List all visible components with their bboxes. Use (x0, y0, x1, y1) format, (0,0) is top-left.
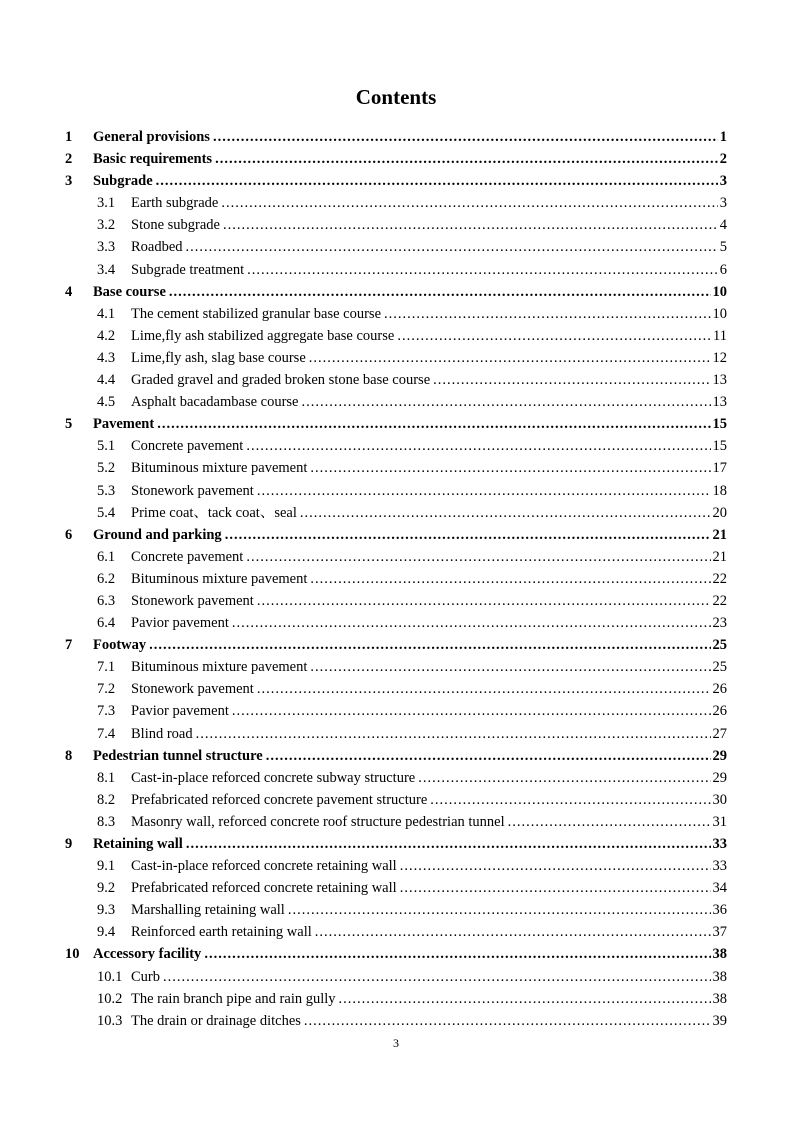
toc-entry (65, 789, 727, 811)
toc-entry (65, 546, 727, 568)
toc-entry-number: 6.2 (97, 570, 116, 587)
toc-entry (65, 391, 727, 413)
toc-entry (65, 524, 727, 546)
dotted-leader (156, 170, 718, 192)
toc-entry (65, 678, 727, 700)
toc-entry-number: 5.3 (97, 482, 116, 499)
toc-entry (65, 480, 727, 502)
dotted-leader (186, 833, 711, 855)
toc-entry-number: 6.1 (97, 548, 116, 565)
toc-entry-number: 5.2 (97, 460, 116, 477)
toc-entry-label: The cement stabilized granular base course (131, 305, 382, 322)
toc-entry-page: 12 (712, 349, 727, 366)
dotted-leader (339, 988, 711, 1010)
toc-entry-number: 8.1 (97, 769, 116, 786)
toc-entry (65, 325, 727, 347)
toc-entry-label: Graded gravel and graded broken stone base course (131, 372, 431, 389)
toc-entry-page: 13 (712, 394, 727, 411)
toc-entry-page: 38 (712, 968, 727, 985)
toc-entry (65, 855, 727, 877)
toc-entry-page: 10 (712, 283, 727, 300)
toc-entry-page: 21 (712, 526, 727, 543)
toc-entry-page: 38 (712, 946, 727, 963)
toc-entry-label: Stonework pavement (131, 482, 254, 499)
toc-entry (65, 723, 727, 745)
toc-entry-label: Prime coat、tack coat、seal (131, 504, 297, 521)
toc-entry-number: 3.3 (97, 239, 116, 256)
toc-entry-page: 2 (719, 151, 727, 168)
toc-entry-page: 37 (712, 924, 727, 941)
toc-entry-page: 25 (712, 659, 727, 676)
toc-entry-label: General provisions (93, 129, 210, 145)
toc-entry-page: 5 (719, 239, 727, 256)
toc-entry (65, 1010, 727, 1032)
toc-entry-page: 3 (719, 195, 727, 212)
toc-entry (65, 877, 727, 899)
toc-entry-label: Asphalt bacadambase course (131, 394, 299, 411)
toc-entry (65, 259, 727, 281)
toc-entry-page: 33 (712, 836, 727, 852)
toc-entry-number: 7.2 (97, 681, 116, 698)
toc-entry-number: 2 (65, 151, 73, 168)
dotted-leader (310, 656, 710, 678)
dotted-leader (215, 148, 718, 170)
toc-entry-label: Lime,fly ash stabilized aggregate base course (131, 327, 395, 344)
dotted-leader (304, 1010, 711, 1032)
toc-entry (65, 457, 727, 479)
toc-entry-number: 8.3 (97, 813, 116, 830)
toc-entry (65, 170, 727, 192)
toc-entry-page: 13 (712, 372, 727, 389)
toc-entry-label: Roadbed (131, 239, 183, 256)
dotted-leader (257, 480, 711, 502)
toc-entry (65, 369, 727, 391)
toc-entry (65, 966, 727, 988)
toc-entry-label: The rain branch pipe and rain gully (131, 990, 336, 1007)
toc-entry-number: 3.1 (97, 195, 116, 212)
toc-entry-label: Bituminous mixture pavement (131, 570, 308, 587)
toc-entry (65, 192, 727, 214)
dotted-leader (257, 590, 711, 612)
toc-entry-label: Accessory facility (93, 946, 202, 963)
toc-entry-page: 21 (712, 548, 727, 565)
toc-entry-label: Concrete pavement (131, 548, 244, 565)
toc-entry-label: Footway (93, 637, 147, 654)
toc-entry-label: Prefabricated reforced concrete retaining wall (131, 880, 397, 897)
toc-entry-label: Cast-in-place reforced concrete retaining wall (131, 858, 397, 875)
toc-entry-page: 6 (719, 261, 727, 278)
toc-entry-number: 4.3 (97, 349, 116, 366)
toc-entry (65, 435, 727, 457)
toc-entry-number: 5.1 (97, 438, 116, 455)
toc-entry-page: 26 (712, 703, 727, 720)
toc-entry-label: Ground and parking (93, 526, 222, 543)
toc-entry-label: Pavement (93, 416, 155, 433)
dotted-leader (225, 524, 711, 546)
dotted-leader (246, 546, 710, 568)
toc-entry-label: Subgrade treatment (131, 261, 245, 278)
toc-entry (65, 236, 727, 258)
toc-entry-label: Stonework pavement (131, 681, 254, 698)
toc-entry-page: 3 (719, 173, 727, 190)
dotted-leader (310, 457, 710, 479)
dotted-leader (223, 214, 718, 236)
toc-entry-page: 11 (713, 327, 727, 344)
dotted-leader (508, 811, 711, 833)
toc-entry-number: 6 (65, 526, 73, 543)
toc-entry-number: 7.4 (97, 725, 116, 742)
toc-entry-page: 26 (712, 681, 727, 698)
toc-entry-number: 3.2 (97, 217, 116, 234)
toc-entry-label: Masonry wall, reforced concrete roof structure pedestrian tunnel (131, 813, 505, 830)
dotted-leader (169, 281, 711, 303)
toc-entry-number: 8.2 (97, 791, 116, 808)
toc-entry-label: Curb (131, 968, 160, 985)
toc-entry-page: 29 (712, 747, 727, 764)
toc-entry-number: 3 (65, 173, 73, 190)
dotted-leader (149, 634, 710, 656)
toc-entry (65, 347, 727, 369)
toc-entry-page: 30 (712, 791, 727, 808)
toc-entry (65, 988, 727, 1010)
dotted-leader (310, 568, 710, 590)
toc-entry-number: 6.4 (97, 615, 116, 632)
toc-entry-number: 9.2 (97, 880, 116, 897)
toc-entry-label: Prefabricated reforced concrete pavement structure (131, 791, 428, 808)
page-title: Contents (355, 85, 437, 109)
toc-entry-number: 9.4 (97, 924, 116, 941)
dotted-leader (433, 369, 710, 391)
toc-entry (65, 413, 727, 435)
dotted-leader (397, 325, 711, 347)
dotted-leader (288, 899, 711, 921)
toc-entry-label: Stone subgrade (131, 217, 220, 234)
toc-entry-page: 22 (712, 592, 727, 609)
toc-entry-number: 10.1 (97, 968, 123, 985)
toc-entry-page: 29 (712, 769, 727, 786)
toc-entry-page: 22 (712, 570, 727, 587)
toc-entry-page: 15 (712, 438, 727, 455)
toc-entry-label: Bituminous mixture pavement (131, 659, 308, 676)
toc-entry (65, 899, 727, 921)
toc-entry-number: 7.1 (97, 659, 116, 676)
toc-entry-number: 4 (65, 283, 73, 300)
toc-entry-number: 5 (65, 416, 73, 433)
toc-entry-label: Retaining wall (93, 836, 183, 852)
toc-entry-label: Earth subgrade (131, 195, 219, 212)
dotted-leader (400, 855, 711, 877)
dotted-leader (232, 612, 711, 634)
dotted-leader (302, 391, 711, 413)
dotted-leader (196, 723, 711, 745)
toc-entry-label: Pavior pavement (131, 703, 229, 720)
toc-entry (65, 656, 727, 678)
toc-entry-number: 10.2 (97, 990, 123, 1007)
toc-entry-label: Bituminous mixture pavement (131, 460, 308, 477)
toc-entry-label: Pedestrian tunnel structure (93, 747, 263, 764)
toc-entry-number: 4.2 (97, 327, 116, 344)
toc-entry-number: 6.3 (97, 592, 116, 609)
toc-entry-number: 10 (65, 946, 80, 963)
toc-entry-page: 33 (712, 858, 727, 875)
toc-entry (65, 590, 727, 612)
toc-entry (65, 303, 727, 325)
toc-entry (65, 634, 727, 656)
toc-entry-number: 4.4 (97, 372, 116, 389)
toc-entry-page: 36 (712, 902, 727, 919)
toc-entry-label: Basic requirements (93, 151, 213, 168)
toc-entry-number: 8 (65, 747, 73, 764)
toc-entry-page: 10 (712, 305, 727, 322)
toc-entry-page: 34 (712, 880, 727, 897)
toc-entry (65, 811, 727, 833)
toc-entry-label: Subgrade (93, 173, 153, 190)
toc-entry-label: Concrete pavement (131, 438, 244, 455)
toc-entry (65, 502, 727, 524)
toc-entry-page: 15 (712, 416, 727, 433)
toc-entry (65, 214, 727, 236)
toc-entry (65, 281, 727, 303)
toc-entry-number: 7.3 (97, 703, 116, 720)
dotted-leader (257, 678, 711, 700)
dotted-leader (247, 259, 718, 281)
toc-list (65, 126, 727, 1032)
page-number: 3 (393, 1035, 399, 1050)
toc-entry-page: 38 (712, 990, 727, 1007)
toc-entry-label: Cast-in-place reforced concrete subway structure (131, 769, 416, 786)
toc-entry-label: Blind road (131, 725, 193, 742)
toc-entry-number: 9 (65, 836, 73, 852)
toc-entry (65, 126, 727, 148)
toc-entry-number: 5.4 (97, 504, 116, 521)
toc-entry-number: 1 (65, 129, 73, 145)
toc-entry-number: 9.1 (97, 858, 116, 875)
dotted-leader (204, 943, 710, 965)
toc-entry-number: 4.1 (97, 305, 116, 322)
toc-entry (65, 921, 727, 943)
toc-entry-label: Pavior pavement (131, 615, 229, 632)
dotted-leader (430, 789, 710, 811)
toc-entry (65, 833, 727, 855)
dotted-leader (221, 192, 717, 214)
dotted-leader (418, 767, 710, 789)
toc-entry-label: Marshalling retaining wall (131, 902, 285, 919)
toc-entry (65, 148, 727, 170)
dotted-leader (246, 435, 710, 457)
toc-entry-page: 20 (712, 504, 727, 521)
toc-entry-page: 23 (712, 615, 727, 632)
toc-entry-page: 1 (719, 129, 727, 145)
toc-entry-label: Reinforced earth retaining wall (131, 924, 312, 941)
toc-entry-number: 9.3 (97, 902, 116, 919)
dotted-leader (384, 303, 710, 325)
toc-entry-page: 25 (712, 637, 727, 654)
dotted-leader (157, 413, 710, 435)
toc-entry (65, 943, 727, 965)
toc-entry-number: 3.4 (97, 261, 116, 278)
toc-entry-label: Lime,fly ash, slag base course (131, 349, 306, 366)
toc-entry (65, 568, 727, 590)
toc-entry-page: 4 (719, 217, 727, 234)
toc-entry-page: 18 (712, 482, 727, 499)
dotted-leader (232, 700, 711, 722)
toc-entry (65, 700, 727, 722)
dotted-leader (163, 966, 711, 988)
dotted-leader (400, 877, 711, 899)
toc-entry-label: The drain or drainage ditches (131, 1012, 301, 1029)
toc-entry (65, 745, 727, 767)
dotted-leader (186, 236, 718, 258)
toc-entry-page: 27 (712, 725, 727, 742)
toc-entry-page: 39 (712, 1012, 727, 1029)
dotted-leader (309, 347, 711, 369)
dotted-leader (315, 921, 711, 943)
toc-entry-label: Base course (93, 283, 166, 300)
dotted-leader (266, 745, 711, 767)
toc-entry-number: 4.5 (97, 394, 116, 411)
dotted-leader (213, 126, 718, 148)
toc-entry (65, 612, 727, 634)
toc-entry-number: 10.3 (97, 1012, 123, 1029)
toc-entry-label: Stonework pavement (131, 592, 254, 609)
toc-entry-page: 17 (712, 460, 727, 477)
toc-entry (65, 767, 727, 789)
toc-entry-number: 7 (65, 637, 73, 654)
toc-entry-page: 31 (712, 813, 727, 830)
dotted-leader (300, 502, 711, 524)
